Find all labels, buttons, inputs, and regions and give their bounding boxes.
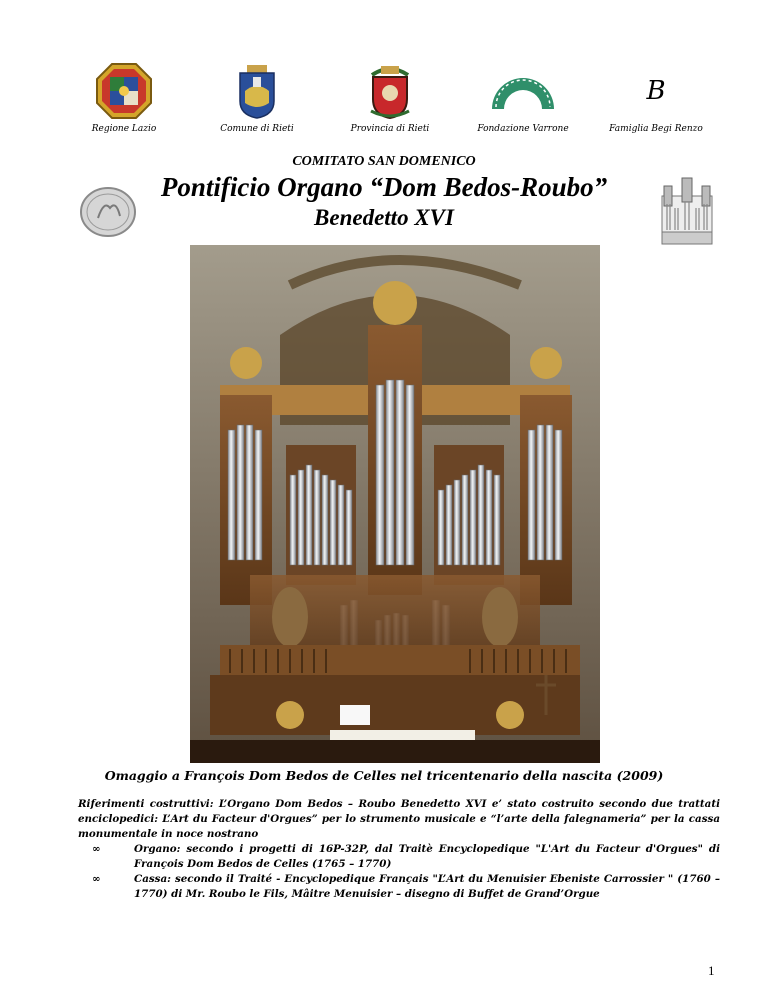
sponsor-provincia-rieti	[326, 62, 454, 134]
sponsor-label: Provincia di Rieti	[350, 124, 430, 134]
organ-photograph	[190, 245, 600, 763]
intro-paragraph: Riferimenti costruttivi: L’Organo Dom Bedos – Roubo Benedetto XVI e’ stato costruito secondo due trattati enciclopedici: L’Art du Facteur d'Orgues” per lo strumento musicale e “l’arte della falegnameria” per la cassa monumentale in noce nostrano	[78, 798, 720, 840]
fondazione-varrone-logo-icon	[488, 62, 558, 120]
organ-facade-icon	[658, 174, 716, 250]
list-item-text: Organo: secondo i progetti di 16P-32P, dal Traitè Encyclopedique "L'Art du Facteur d'Orgues" di François Dom Bedos de Celles (1765 – 1770)	[134, 843, 720, 870]
references-list	[78, 842, 720, 902]
sponsor-logos-row	[60, 62, 720, 134]
page-subtitle: Benedetto XVI	[314, 205, 454, 230]
comune-rieti-crest-icon	[237, 62, 277, 120]
infinity-bullet-icon: ∞	[92, 843, 101, 855]
page-title: Pontificio Organo “Dom Bedos-Roubo”	[160, 172, 608, 202]
medal-icon	[78, 186, 138, 242]
sponsor-label: Regione Lazio	[91, 124, 157, 134]
list-item	[78, 872, 720, 902]
sponsor-famiglia-begi	[592, 62, 720, 134]
sponsor-comune-rieti	[193, 62, 321, 134]
sponsor-fondazione-varrone	[459, 62, 587, 134]
monogram-letter: B	[646, 76, 666, 106]
sponsor-regione-lazio	[60, 62, 188, 134]
list-item	[78, 842, 720, 872]
committee-name: COMITATO SAN DOMENICO	[292, 154, 476, 169]
sponsor-label: Fondazione Varrone	[477, 124, 569, 134]
sponsor-label: Famiglia Begi Renzo	[609, 124, 703, 134]
regione-lazio-emblem-icon	[95, 62, 153, 120]
sponsor-label: Comune di Rieti	[220, 124, 294, 134]
begi-monogram-icon	[646, 62, 665, 120]
construction-references	[78, 797, 720, 902]
page-number: 1	[708, 963, 715, 978]
provincia-rieti-crest-icon	[367, 62, 413, 120]
homage-caption: Omaggio a François Dom Bedos de Celles nel tricentenario della nascita (2009)	[104, 768, 664, 783]
list-item-text: Cassa: secondo il Traité - Encyclopedique Français "L’Art du Menuisier Ebeniste Carrossier " (1760 – 1770) di Mr. Roubo le Fils, Mâitre Menuisier – disegno di Buffet de Grand’Orgue	[134, 873, 720, 900]
infinity-bullet-icon: ∞	[92, 873, 101, 885]
